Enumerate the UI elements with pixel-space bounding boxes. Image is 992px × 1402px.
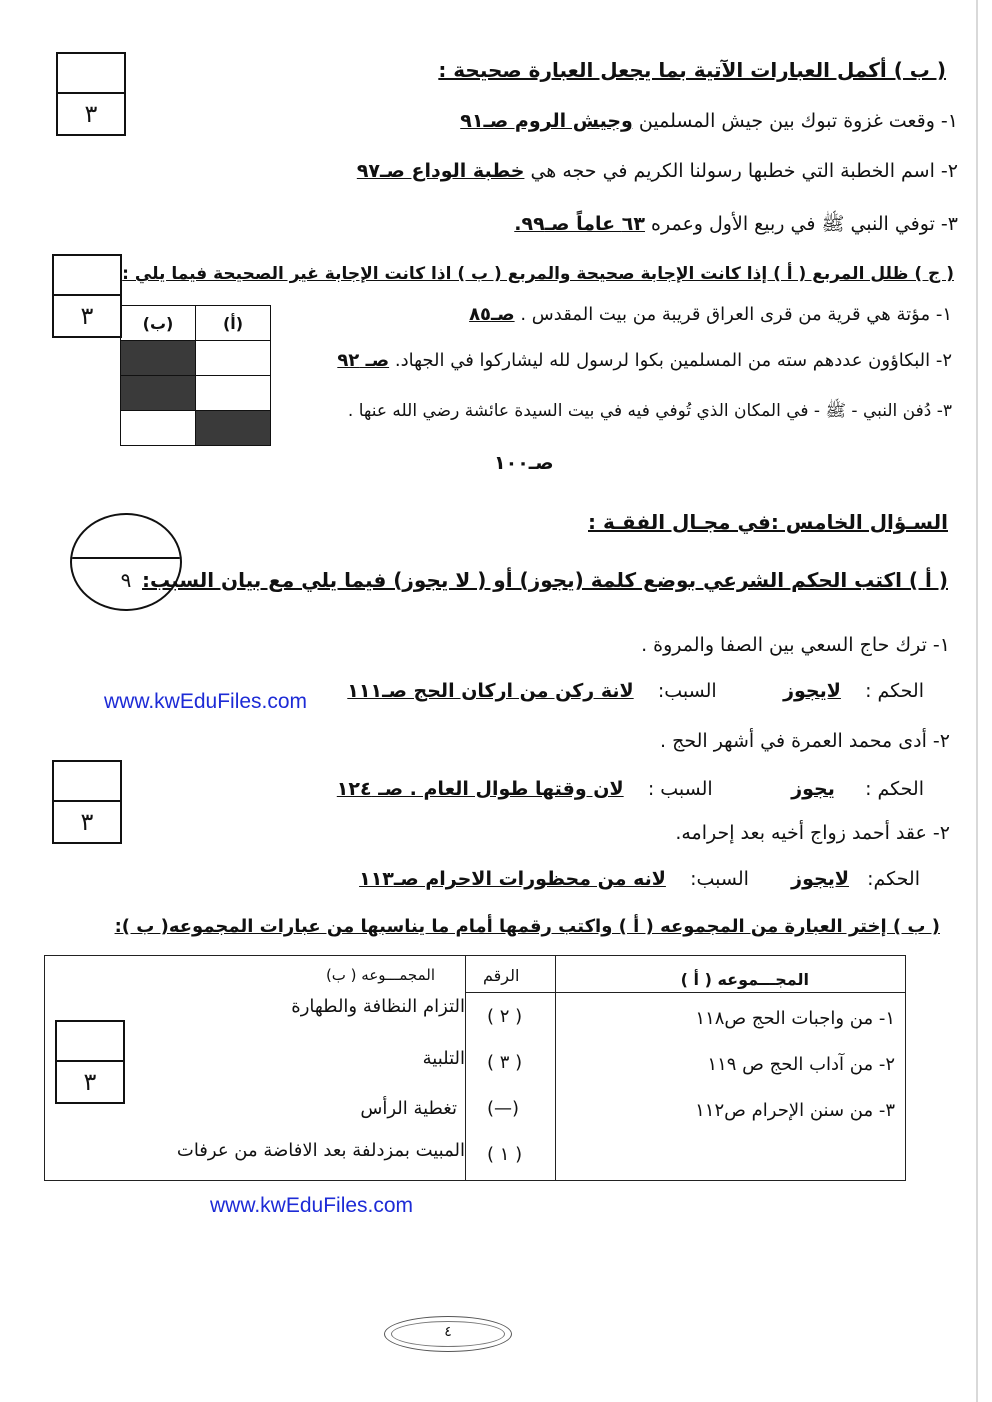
circle-score-value: ٩ (120, 567, 132, 592)
tf-item-2 (337, 350, 952, 371)
section-b-heading: ( ب ) أكمل العبارات الآتية بما يجعل العبارة صحيحة : (438, 58, 946, 82)
grid-cell-a-shaded[interactable] (196, 411, 271, 446)
tf-item-3-ref: صـ١٠٠ (494, 452, 554, 474)
score-box-part-b (55, 1020, 125, 1104)
reason-label: السبب: (657, 680, 717, 702)
fill-item-3 (514, 212, 958, 240)
fill-item-answer: ٦٣ عاماً صـ٩٩. (514, 213, 645, 235)
fiqh-item-1-answer (347, 680, 924, 702)
grid-cell-b-shaded[interactable] (121, 341, 196, 376)
rule-label: الحكم : (865, 778, 924, 800)
section-c-heading: ( ج ) ظلل المربع ( أ ) إذا كانت الإجابة صحيحة والمربع ( ب ) اذا كانت الإجابة غير الصحيحة فيما يلي : (122, 264, 954, 284)
page-number-ornament (384, 1316, 512, 1352)
score-box-section-c (52, 254, 122, 338)
rule-value: يجوز (791, 778, 835, 800)
header-group-b: المجمـــوعه ( ب) (325, 966, 435, 984)
group-b-item: تغطية الرأس (360, 1098, 457, 1119)
grid-header-b: (ب) (121, 306, 196, 341)
group-b-item: المبيت بمزدلفة بعد الافاضة من عرفات (176, 1140, 465, 1161)
reason-label: السبب : (647, 778, 713, 800)
score-value: ٣ (80, 808, 94, 836)
watermark-bottom: www.kwEduFiles.com (210, 1194, 414, 1217)
number-slot[interactable]: ( ٣ ) (487, 1052, 523, 1073)
fiqh-item-1-text: ١- ترك حاج السعي بين الصفا والمروة . (641, 634, 950, 656)
number-slot[interactable]: ( ٢ ) (487, 1006, 523, 1027)
group-b-item: التلبية (422, 1048, 465, 1069)
fill-item-answer: وجيش الروم صـ٩١ (460, 110, 633, 132)
grid-cell-b[interactable] (121, 411, 196, 446)
score-value: ٣ (83, 1068, 97, 1096)
matching-table (44, 955, 906, 1181)
tf-item-1 (469, 304, 952, 325)
reason-value: لان وقتها طوال العام . صـ ١٢٤ (336, 778, 624, 800)
circle-score (70, 513, 182, 611)
tf-item-ref: صـ ٩٢ (337, 350, 390, 371)
fill-item-text: ٣- توفي النبي ﷺ في ربيع الأول وعمره (651, 213, 958, 235)
rule-label: الحكم : (865, 680, 924, 702)
grid-cell-b-shaded[interactable] (121, 376, 196, 411)
header-number: الرقم (483, 966, 520, 985)
grid-cell-a[interactable] (196, 376, 271, 411)
tf-item-text: ٣- دُفن النبي - ﷺ - في المكان الذي تُوفي فيه في بيت السيدة عائشة رضي الله عنها . (347, 401, 952, 421)
score-box-section-b (56, 52, 126, 136)
fill-item-text: ١- وقعت غزوة تبوك بين جيش المسلمين (638, 110, 958, 132)
score-value: ٣ (80, 302, 94, 330)
tf-item-ref: صـ٨٥ (469, 304, 515, 325)
tf-item-text: ١- مؤتة هي قرية من قرى العراق قريبة من بيت المقدس . (520, 304, 952, 325)
score-box-part-a (52, 760, 122, 844)
fiqh-item-2-text: ٢- أدى محمد العمرة في أشهر الحج . (659, 730, 950, 752)
answer-grid (120, 305, 271, 446)
rule-value: لايجوز (783, 680, 841, 702)
part-a-heading: ( أ ) اكتب الحكم الشرعي بوضع كلمة (يجوز) أو ( لا يجوز) فيما يلي مع بيان السبب: (142, 568, 948, 592)
grid-header-a: (أ) (196, 306, 271, 341)
group-a-item: ٢- من آداب الحج ص ١١٩ (707, 1054, 895, 1075)
number-slot[interactable]: ( ١ ) (487, 1144, 523, 1165)
tf-item-text: ٢- البكاؤون عددهم سته من المسلمين بكوا لرسول لله ليشاركوا في الجهاد. (394, 350, 952, 371)
page-edge-line (976, 0, 978, 1402)
fill-item-answer: خطبة الوداع صـ٩٧ (356, 160, 525, 182)
reason-value: لانة ركن من اركان الحج صـ١١١ (347, 680, 634, 702)
page-number: ٤ (444, 1324, 452, 1340)
fill-item-text: ٢- اسم الخطبة التي خطبها رسولنا الكريم في حجه هي (530, 160, 958, 182)
fill-item-2 (357, 160, 958, 182)
score-value: ٣ (84, 100, 98, 128)
group-a-item: ٣- من سنن الإحرام ص١١٢ (695, 1100, 895, 1121)
rule-label: الحكم: (867, 868, 920, 890)
group-b-item: التزام النظافة والطهارة (291, 996, 465, 1017)
fiqh-item-3-answer (359, 868, 920, 890)
part-b-heading: ( ب ) إختر العبارة من المجموعه ( أ ) واكتب رقمها أمام ما يناسبها من عبارات المجموعه( ب ): (114, 916, 940, 937)
rule-value: لايجوز (791, 868, 849, 890)
question5-heading: السـؤال الخامس :في مجـال الفقـة : (588, 510, 948, 534)
group-a-item: ١- من واجبات الحج ص١١٨ (695, 1008, 895, 1029)
header-group-a: المجـــموعه ( أ ) (680, 970, 809, 989)
reason-label: السبب: (690, 868, 749, 890)
watermark: www.kwEduFiles.com (104, 690, 308, 713)
fiqh-item-2-answer (337, 778, 924, 800)
reason-value: لانه من محظورات الاحرام صـ١١٣ (359, 868, 666, 890)
tf-item-3 (348, 400, 952, 425)
grid-cell-a[interactable] (196, 341, 271, 376)
number-slot[interactable]: (—) (487, 1098, 520, 1119)
fiqh-item-3-text: ٢- عقد أحمد زواج أخيه بعد إحرامه. (675, 822, 950, 844)
fill-item-1 (460, 110, 958, 132)
